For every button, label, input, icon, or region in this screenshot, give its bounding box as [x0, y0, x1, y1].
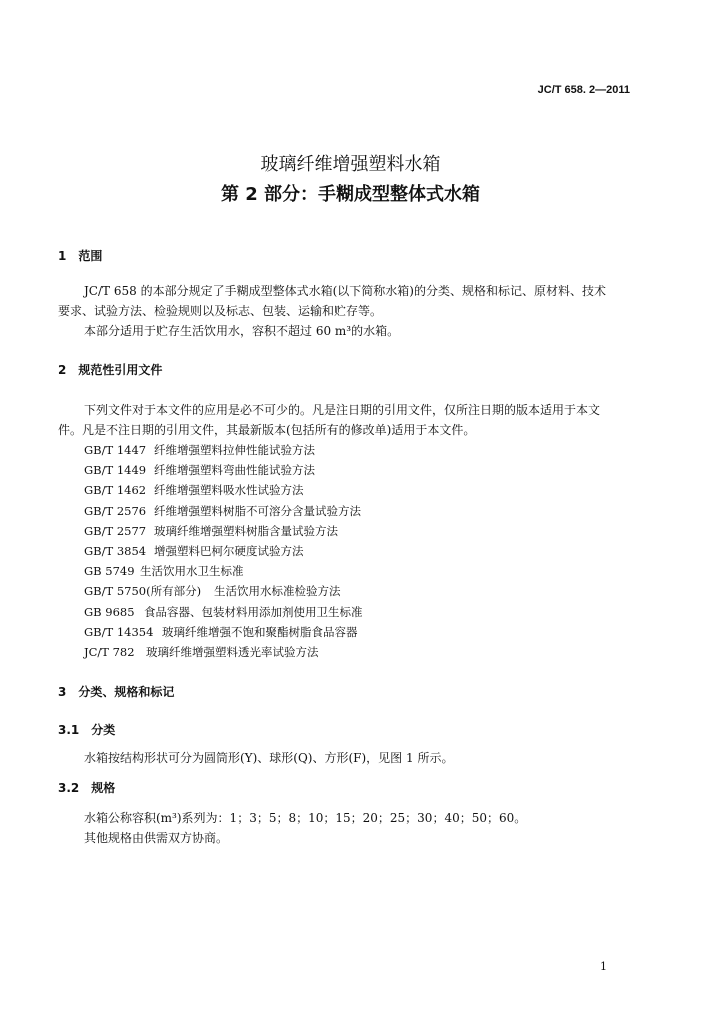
section-1-paragraph-line2: 要求、试验方法、检验规则以及标志、包装、运输和贮存等。: [58, 304, 383, 318]
reference-title: 生活饮用水卫生标准: [140, 564, 244, 579]
section-1-scope-paragraph: 本部分适用于贮存生活饮用水，容积不超过 60 m³的水箱。: [84, 324, 400, 338]
section-2-intro-line2: 件。凡是不注日期的引用文件，其最新版本(包括所有的修改单)适用于本文件。: [58, 423, 476, 437]
reference-item: [84, 541, 363, 561]
standard-code: JC/T 658. 2—2011: [537, 84, 630, 96]
reference-title: 纤维增强塑料弯曲性能试验方法: [154, 463, 315, 478]
reference-item: [84, 480, 363, 500]
section-3-heading: 3 分类、规格和标记: [58, 685, 175, 699]
reference-item: [84, 602, 363, 622]
page-number: 1: [600, 960, 607, 973]
reference-title: 增强塑料巴柯尔硬度试验方法: [154, 544, 304, 559]
reference-item: [84, 501, 363, 521]
normative-references-list: [84, 440, 363, 662]
reference-code: GB 5749: [84, 564, 135, 579]
section-3-2-series: 水箱公称容积(m³)系列为：1；3；5；8；10；15；20；25；30；40；50；60。: [84, 811, 527, 825]
reference-title: 纤维增强塑料吸水性试验方法: [154, 483, 304, 498]
reference-code: GB/T 2577: [84, 523, 147, 538]
document-title-part: 第 2 部分：手糊成型整体式水箱: [220, 184, 481, 205]
section-1-paragraph-line1: JC/T 658 的本部分规定了手糊成型整体式水箱(以下简称水箱)的分类、规格和标记、原材料、技术: [84, 284, 606, 298]
section-2-intro-line1: 下列文件对于本文件的应用是必不可少的。凡是注日期的引用文件，仅所注日期的版本适用于本文: [84, 403, 601, 417]
document-title-main: 玻璃纤维增强塑料水箱: [260, 154, 441, 175]
reference-code: GB/T 3854: [84, 544, 147, 559]
reference-title: 玻璃纤维增强塑料透光率试验方法: [146, 645, 319, 660]
section-1-heading: 1 范围: [58, 249, 103, 263]
reference-title: 生活饮用水标准检验方法: [214, 584, 341, 599]
reference-item: [84, 460, 363, 480]
reference-item: [84, 642, 363, 662]
reference-item: [84, 561, 363, 581]
reference-code: GB/T 5750(所有部分): [84, 584, 202, 599]
section-2-heading: 2 规范性引用文件: [58, 363, 163, 377]
reference-code: GB/T 2576: [84, 503, 147, 518]
reference-code: GB/T 14354: [84, 624, 154, 639]
reference-item: [84, 440, 363, 460]
reference-title: 玻璃纤维增强不饱和聚酯树脂食品容器: [162, 624, 358, 639]
section-3-2-other: 其他规格由供需双方协商。: [84, 831, 229, 845]
reference-item: [84, 581, 363, 601]
reference-item: [84, 521, 363, 541]
reference-title: 玻璃纤维增强塑料树脂含量试验方法: [154, 523, 338, 538]
section-3-2-heading: 3.2 规格: [58, 781, 116, 795]
reference-code: JC/T 782: [84, 645, 135, 660]
reference-title: 纤维增强塑料拉伸性能试验方法: [154, 443, 315, 457]
reference-item: [84, 622, 363, 642]
section-3-1-text: 水箱按结构形状可分为圆筒形(Y)、球形(Q)、方形(F)，见图 1 所示。: [84, 751, 454, 765]
reference-code: GB/T 1447: [84, 443, 147, 457]
reference-code: GB 9685: [84, 604, 135, 619]
section-3-1-heading: 3.1 分类: [58, 723, 116, 737]
reference-code: GB/T 1462: [84, 483, 147, 498]
reference-title: 食品容器、包装材料用添加剂使用卫生标准: [144, 604, 363, 619]
reference-code: GB/T 1449: [84, 463, 147, 478]
reference-title: 纤维增强塑料树脂不可溶分含量试验方法: [154, 503, 361, 518]
